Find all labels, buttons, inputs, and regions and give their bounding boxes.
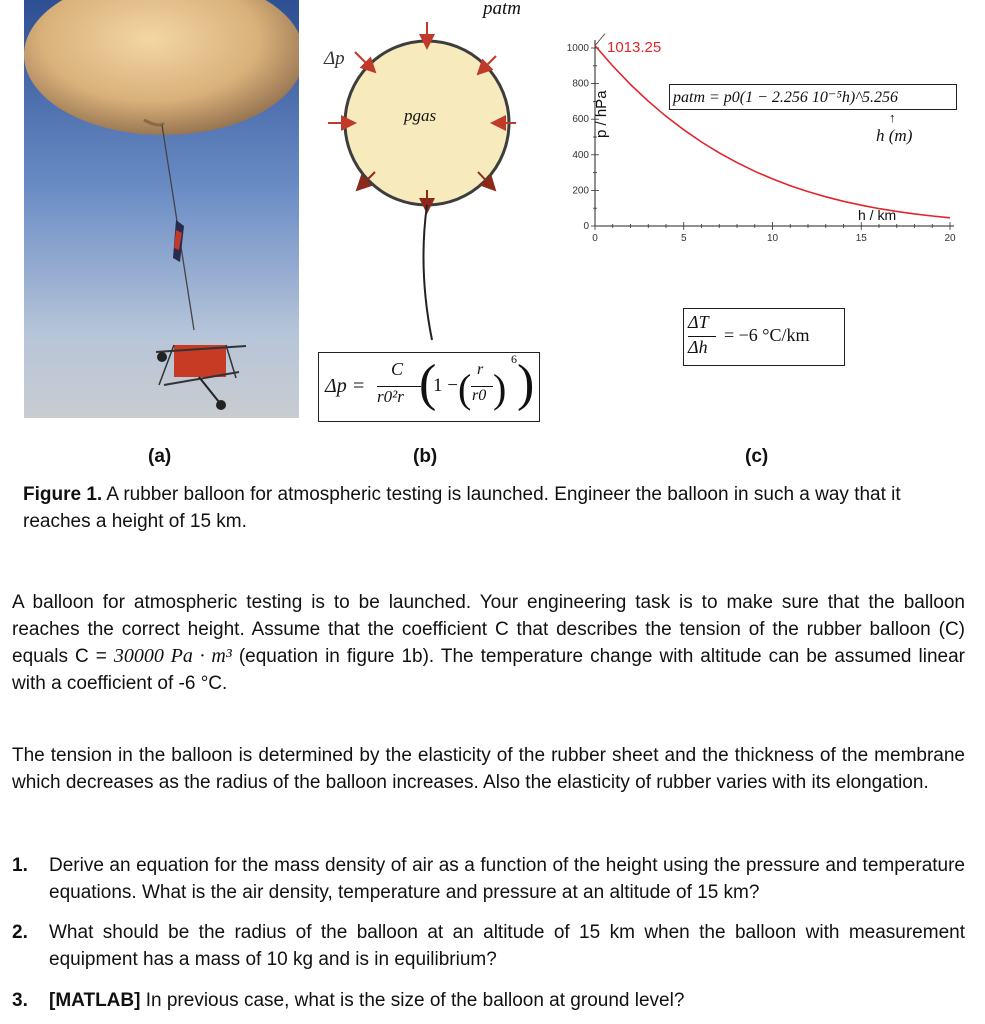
question-2-text: What should be the radius of the balloon at an altitude of 15 km when the balloon with measurement equipment has a mass of 10 kg and is in equilibrium? <box>49 922 965 970</box>
x-tick-label: 0 <box>592 233 598 244</box>
paragraph-1-rest: (equation in figure 1b). The temperature change with altitude can be assumed linear with a coefficient of -6 °C. <box>12 646 965 694</box>
figure-caption <box>23 481 923 535</box>
question-3-prefix: [MATLAB] <box>49 990 141 1011</box>
paragraph-1 <box>12 589 965 697</box>
formula-unit: h (m) <box>876 126 913 145</box>
y-axis-label: p / hPa <box>593 90 610 138</box>
annotation-leader <box>595 34 605 46</box>
y-tick-label: 0 <box>583 221 589 232</box>
x-tick-label: 20 <box>944 233 956 244</box>
temperature-gradient-equation <box>683 308 845 366</box>
caption-text: A rubber balloon for atmospheric testing is launched. Engineer the balloon in such a way that it reaches a height of 15 km. <box>23 484 901 532</box>
paragraph-1-text: A balloon for atmospheric testing is to be launched. Your engineering task is to make sure that the balloon reaches the correct height. Assume that the coefficient C that describes the tension of the rubber balloon (C) equals C = <box>12 592 965 667</box>
question-list <box>12 852 965 1022</box>
question-1-text: Derive an equation for the mass density of air as a function of the height using the pressure and temperature equations. What is the air density, temperature and pressure at an altitude of 15 km? <box>49 855 965 903</box>
formula-arrow: ↑ <box>889 110 896 125</box>
eq-exp: 6 <box>511 352 517 366</box>
x-tick-label: 5 <box>680 233 687 244</box>
panel-label-a: (a) <box>148 446 172 467</box>
eq-dh: Δh <box>688 337 708 357</box>
eq-r0sq-r: r0²r <box>377 387 404 406</box>
small-paren-left: ( <box>458 366 472 411</box>
eq-r0: r0 <box>472 387 487 404</box>
delta-p-equation <box>318 352 540 422</box>
question-3-body: In previous case, what is the size of the balloon at ground level? <box>140 990 685 1011</box>
x-axis-label: h / km <box>858 207 897 223</box>
balloon-photo-illustration <box>24 0 299 418</box>
delta-p-label: Δp <box>324 48 345 69</box>
question-1-number: 1. <box>12 855 28 876</box>
y-tick-label: 200 <box>572 185 589 197</box>
question-3-text <box>49 987 965 1014</box>
y-tick-label: 400 <box>572 149 589 161</box>
eq-c: C <box>391 359 404 379</box>
annotation-1013: 1013.25 <box>607 39 662 56</box>
x-tick-label: 15 <box>855 233 867 244</box>
small-paren-right: ) <box>493 366 507 411</box>
patm-label: patm <box>483 0 521 19</box>
big-paren-left: ( <box>419 355 437 412</box>
pgas-label: pgas <box>404 106 437 125</box>
x-tick-label: 10 <box>766 233 779 244</box>
y-tick-label: 600 <box>572 114 589 126</box>
question-3-number: 3. <box>12 990 28 1011</box>
pressure-formula: patm = p0(1 − 2.256 10⁻⁵h)^5.256 <box>669 84 957 110</box>
paragraph-1-math: 30000 Pa · m³ <box>113 645 232 667</box>
y-tick-label: 800 <box>572 78 589 90</box>
eq-dt: ΔT <box>688 312 709 332</box>
pressure-diagram <box>300 0 550 430</box>
balloon-photo <box>24 0 299 418</box>
eq-r: r <box>477 361 484 378</box>
y-tick-label: 1000 <box>566 43 589 54</box>
pressure-chart-panel <box>555 30 970 410</box>
panel-label-b: (b) <box>413 446 438 467</box>
paragraph-2: The tension in the balloon is determined by the elasticity of the rubber sheet and the thickness of the membrane which decreases as the radius of the balloon increases. Also the elasticity of rubber varies with its elongation. <box>12 745 965 793</box>
eq-one-minus: 1 − <box>433 375 458 396</box>
eq-rhs: = −6 °C/km <box>724 325 810 345</box>
question-1 <box>12 852 965 908</box>
question-2-number: 2. <box>12 922 28 943</box>
big-paren-right: ) <box>517 355 535 412</box>
panel-label-c: (c) <box>745 446 769 467</box>
question-3 <box>12 987 965 1017</box>
caption-label: Figure 1. <box>23 484 103 505</box>
eq-dp: Δp = <box>325 375 366 397</box>
question-2 <box>12 919 965 975</box>
